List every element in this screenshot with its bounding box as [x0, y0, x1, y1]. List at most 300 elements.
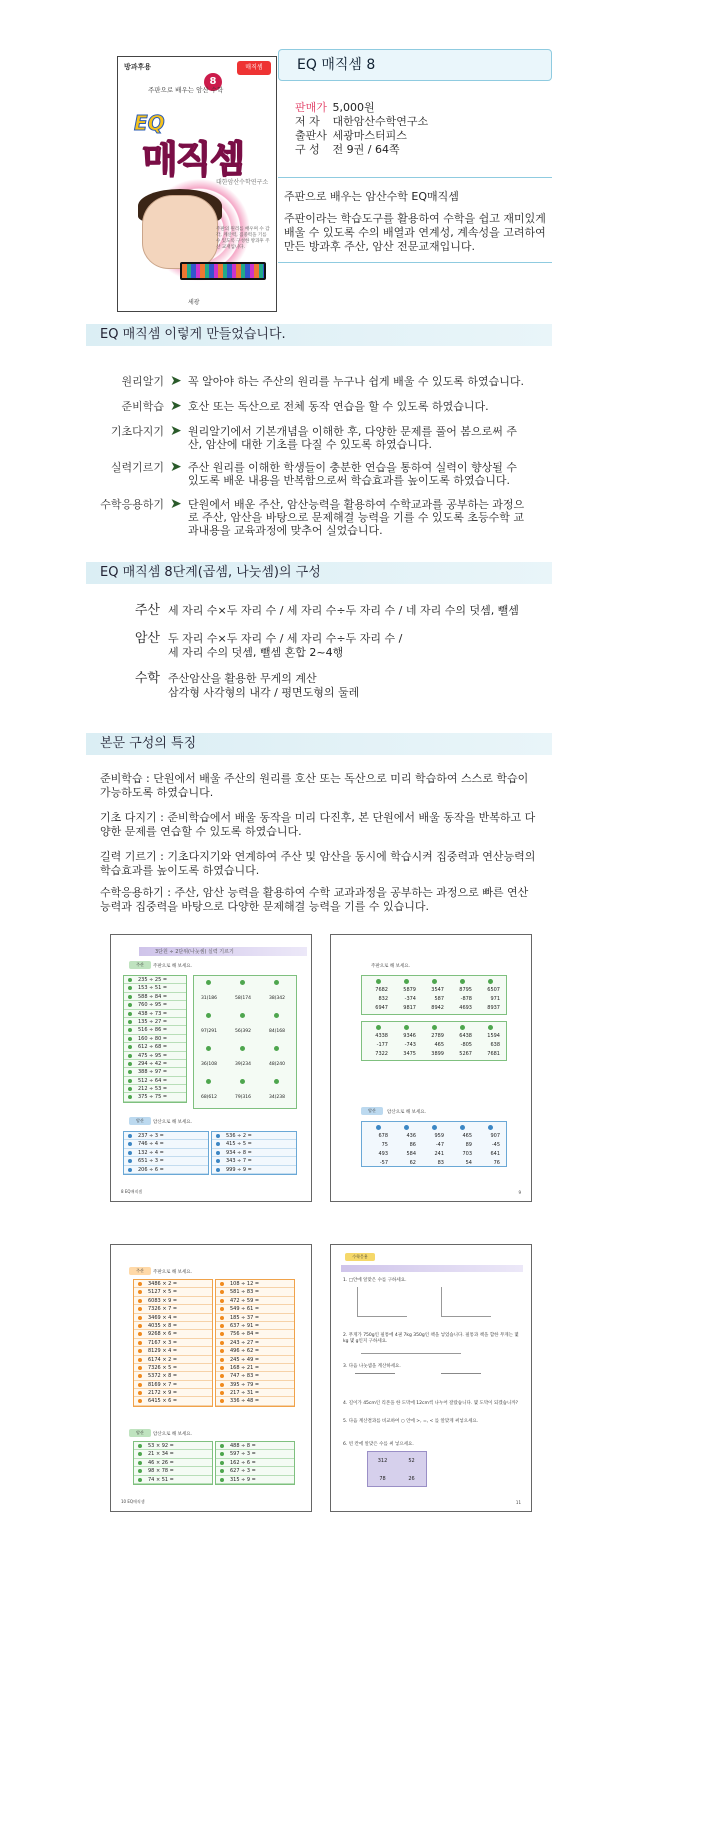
problem-text: 388 ÷ 97 = — [138, 1069, 168, 1076]
division-problem: 34)238 — [268, 1095, 286, 1100]
bullet-icon — [138, 1282, 142, 1286]
problem-text: 160 ÷ 80 = — [138, 1035, 168, 1042]
number-cell: 436 — [406, 1133, 416, 1139]
problem-row — [134, 1356, 212, 1364]
problem-text: 8169 × 7 = — [148, 1381, 178, 1388]
problem-text: 135 ÷ 27 = — [138, 1018, 168, 1025]
meta-key: 판매가 — [295, 101, 327, 114]
problem-row — [212, 1140, 296, 1148]
arrow-right-icon: ➤ — [170, 398, 182, 414]
problem-text: 581 ÷ 83 = — [230, 1289, 260, 1296]
bullet-icon — [220, 1282, 224, 1286]
problem-row — [124, 1077, 186, 1085]
cover-description: 주판의 원리를 배우며 수 감각, 계산력, 집중력을 기를 수 있도록 구성한 방과후 주산 교재입니다. — [216, 227, 270, 250]
number-cell: 971 — [490, 996, 500, 1002]
problem-row — [134, 1288, 212, 1296]
answer-line — [361, 1353, 461, 1354]
number-table-2 — [361, 1021, 507, 1061]
bullet-icon — [138, 1324, 142, 1328]
section-title-features: 본문 구성의 특징 — [86, 733, 552, 755]
problem-row — [216, 1347, 294, 1355]
composition-label: 수학 — [134, 671, 160, 686]
problem-row — [134, 1280, 212, 1288]
grid-cell: 78 — [379, 1476, 386, 1482]
bullet-icon — [128, 1087, 132, 1091]
meta-key: 출판사 — [295, 129, 327, 142]
instruction: 암산으로 해 보세요. — [153, 1432, 193, 1437]
bullet-icon — [432, 1025, 437, 1030]
problem-row — [216, 1314, 294, 1322]
cover-publisher-tag: 방과후용 — [124, 63, 152, 71]
answer-grid — [367, 1451, 427, 1487]
bullet-icon — [128, 1134, 132, 1138]
number-cell: 8795 — [459, 987, 472, 993]
problem-text: 245 ÷ 49 = — [230, 1356, 260, 1363]
instruction: 주판으로 해 보세요. — [371, 964, 411, 969]
problem-text: 162 ÷ 6 = — [230, 1459, 256, 1466]
problem-row — [124, 984, 186, 992]
sample-page-1 — [110, 934, 312, 1202]
bullet-icon — [220, 1341, 224, 1345]
divider — [278, 262, 552, 263]
bullet-icon — [220, 1324, 224, 1328]
problem-text: 235 ÷ 25 = — [138, 977, 168, 983]
problem-text: 108 ÷ 12 = — [230, 1281, 260, 1287]
problem-text: 168 ÷ 21 = — [230, 1364, 260, 1371]
bullet-icon — [460, 1025, 465, 1030]
meta-value: 세광마스터피스 — [332, 129, 407, 142]
problem-text: 212 ÷ 53 = — [138, 1086, 168, 1093]
number-cell: 2789 — [431, 1033, 444, 1039]
number-cell: 8942 — [431, 1005, 444, 1011]
bullet-icon — [460, 1125, 465, 1130]
bullet-icon — [128, 995, 132, 999]
grid-cell: 26 — [408, 1476, 415, 1482]
bullet-icon — [240, 1079, 245, 1084]
bullet-icon — [128, 1151, 132, 1155]
problem-row — [124, 1001, 186, 1009]
problem-text: 21 × 34 = — [148, 1451, 174, 1458]
page-number: 9 — [518, 1190, 521, 1195]
number-cell: 5879 — [403, 987, 416, 993]
problem-row — [124, 976, 186, 984]
composition-label: 주산 — [134, 603, 160, 618]
composition-text — [168, 604, 548, 618]
meta-key: 구 성 — [295, 143, 320, 156]
problem-text: 9268 × 6 = — [148, 1331, 178, 1338]
feature-label: 준비학습 — [121, 400, 164, 413]
number-cell: 9346 — [403, 1033, 416, 1039]
bullet-icon — [128, 1054, 132, 1058]
feature-text: 원리알기에서 기본개념을 이해한 후, 다양한 문제를 풀어 봄으로써 주산, 암산에 대한 기초를 다질 수 있도록 하였습니다. — [188, 425, 517, 451]
bullet-icon — [376, 1125, 381, 1130]
number-cell: 832 — [378, 996, 388, 1002]
bullet-icon — [128, 1142, 132, 1146]
number-cell: 62 — [409, 1160, 416, 1166]
bullet-icon — [220, 1399, 224, 1403]
number-cell: 4693 — [459, 1005, 472, 1011]
problem-row — [124, 1166, 208, 1174]
bullet-icon — [138, 1332, 142, 1336]
meta-row-price — [295, 101, 428, 115]
problem-text: 5372 × 8 = — [148, 1373, 178, 1380]
meta-key: 저 자 — [295, 115, 320, 128]
problem-row — [216, 1364, 294, 1372]
number-table-3 — [361, 1121, 507, 1167]
feature-label: 수학응용하기 — [100, 498, 164, 511]
bullet-icon — [216, 1134, 220, 1138]
problem-row — [124, 1085, 186, 1093]
division-problem: 39)234 — [234, 1062, 252, 1067]
problem-text: 98 × 78 = — [148, 1468, 174, 1475]
problem-text: 5127 × 5 = — [148, 1289, 178, 1296]
feature-text: 호산 또는 독산으로 전체 동작 연습을 할 수 있도록 하였습니다. — [188, 400, 489, 413]
bullet-icon — [138, 1307, 142, 1311]
question-4: 4. 길이가 45cm인 리본을 한 도막에 12cm씩 나누어 잘랐습니다. 몇 도막이 되겠습니까? — [343, 1401, 519, 1406]
feature-text: 단원에서 배운 주산, 암산능력을 활용하여 수학교과를 공부하는 과정으로 주산, 암산을 바탕으로 문제해결 능력을 기를 수 있도록 초등수학 교과내용을 교육과정에 맞추어 실었습니다. — [188, 498, 525, 537]
sample-page-2 — [330, 934, 532, 1202]
number-cell: 584 — [406, 1151, 416, 1157]
problem-text: 153 ÷ 51 = — [138, 985, 168, 992]
problem-text: 6083 × 9 = — [148, 1297, 178, 1304]
problem-text: 516 ÷ 86 = — [138, 1027, 168, 1034]
bullet-icon — [274, 980, 279, 985]
abacus-icon — [180, 262, 266, 280]
problem-text: 999 ÷ 9 = — [226, 1166, 252, 1173]
number-cell: -374 — [404, 996, 416, 1002]
problem-text: 46 × 26 = — [148, 1459, 174, 1466]
problem-row — [134, 1372, 212, 1380]
problem-text: 746 ÷ 4 = — [138, 1141, 164, 1148]
problem-row — [134, 1330, 212, 1338]
grid-cell: 52 — [408, 1458, 415, 1464]
book-cover — [117, 56, 277, 312]
problem-text: 612 ÷ 68 = — [138, 1044, 168, 1051]
number-cell: 83 — [437, 1160, 444, 1166]
bullet-icon — [274, 1013, 279, 1018]
problem-row — [216, 1280, 294, 1288]
problem-row — [124, 1132, 208, 1140]
problem-text: 756 ÷ 84 = — [230, 1331, 260, 1338]
bullet-icon — [128, 1003, 132, 1007]
instruction: 암산으로 해 보세요. — [387, 1110, 427, 1115]
meta-value: 대한암산수학연구소 — [332, 115, 429, 128]
problem-row — [216, 1305, 294, 1313]
bullet-icon — [220, 1452, 224, 1456]
bullet-icon — [404, 1025, 409, 1030]
problem-text: 7326 × 7 = — [148, 1306, 178, 1313]
problem-text: 294 ÷ 42 = — [138, 1060, 168, 1067]
problem-row — [134, 1459, 212, 1467]
meta-row-author — [295, 115, 428, 129]
problem-row — [216, 1389, 294, 1397]
arrow-right-icon: ➤ — [170, 459, 182, 475]
bullet-icon — [138, 1391, 142, 1395]
instruction: 암산으로 해 보세요. — [153, 1120, 193, 1125]
problem-text: 934 ÷ 8 = — [226, 1149, 252, 1156]
problem-text: 472 ÷ 59 = — [230, 1297, 260, 1304]
problem-row — [134, 1397, 212, 1405]
problem-text: 637 ÷ 91 = — [230, 1322, 260, 1329]
problem-row — [134, 1339, 212, 1347]
page-header: 3단원 ÷ 2단위(나눗셈) 실력 기르기 — [155, 949, 234, 955]
bullet-icon — [128, 1168, 132, 1172]
bullet-icon — [128, 1070, 132, 1074]
bullet-icon — [138, 1478, 142, 1482]
problem-text: 549 ÷ 61 = — [230, 1306, 260, 1313]
problem-row — [124, 1157, 208, 1165]
mental-list-right — [215, 1441, 295, 1485]
problem-row — [134, 1364, 212, 1372]
problem-list-right — [215, 1279, 295, 1407]
problem-row — [216, 1467, 294, 1475]
problem-row — [134, 1389, 212, 1397]
problem-row — [216, 1322, 294, 1330]
problem-row — [134, 1297, 212, 1305]
composition-line: 세 자리 수×두 자리 수 / 세 자리 수÷두 자리 수 / 네 자리 수의 덧셈, 뺄셈 — [168, 604, 519, 617]
problem-row — [124, 1035, 186, 1043]
bullet-icon — [128, 1037, 132, 1041]
feature-label: 기초다지기 — [110, 425, 164, 438]
problem-row — [134, 1476, 212, 1484]
bullet-icon — [128, 1095, 132, 1099]
number-cell: 9817 — [403, 1005, 416, 1011]
bullet-icon — [206, 980, 211, 985]
problem-text: 2172 × 9 = — [148, 1390, 178, 1397]
mental-list-left — [123, 1131, 209, 1175]
bullet-icon — [488, 979, 493, 984]
number-cell: 7682 — [375, 987, 388, 993]
feature-label: 실력기르기 — [110, 461, 164, 474]
bullet-icon — [138, 1316, 142, 1320]
meta-row-composition — [295, 143, 428, 157]
feature-paragraph — [100, 850, 540, 878]
product-title: EQ 매직셈 8 — [278, 49, 552, 81]
bullet-icon — [220, 1469, 224, 1473]
arrow-right-icon: ➤ — [170, 423, 182, 439]
number-cell: 678 — [378, 1133, 388, 1139]
feature-paragraph — [100, 772, 540, 800]
number-cell: -47 — [435, 1142, 444, 1148]
tab-mental: 암산 — [361, 1107, 383, 1115]
problem-text: 438 ÷ 73 = — [138, 1010, 168, 1017]
tab-math-application: 수학응용 — [345, 1253, 375, 1261]
division-work — [355, 1373, 395, 1395]
problem-text: 53 × 92 = — [148, 1443, 174, 1449]
division-problem: 68)612 — [200, 1095, 218, 1100]
problem-text: 4035 × 8 = — [148, 1322, 178, 1329]
arrow-right-icon: ➤ — [170, 373, 182, 389]
feature-paragraph — [100, 886, 540, 914]
number-cell: 86 — [409, 1142, 416, 1148]
problem-text: 512 ÷ 64 = — [138, 1077, 168, 1084]
bullet-icon — [138, 1290, 142, 1294]
bullet-icon — [216, 1151, 220, 1155]
bullet-icon — [138, 1341, 142, 1345]
problem-list — [123, 975, 187, 1103]
composition-line: 두 자리 수×두 자리 수 / 세 자리 수÷두 자리 수 / — [168, 632, 403, 645]
number-cell: 465 — [434, 1042, 444, 1048]
problem-text: 6174 × 2 = — [148, 1356, 178, 1363]
tab-mental: 암산 — [129, 1117, 151, 1125]
number-cell: 3475 — [403, 1051, 416, 1057]
composition-label: 암산 — [134, 631, 160, 646]
problem-row — [212, 1132, 296, 1140]
problem-text: 536 ÷ 2 = — [226, 1133, 252, 1139]
problem-text: 3469 × 4 = — [148, 1314, 178, 1321]
problem-row — [216, 1288, 294, 1296]
bullet-icon — [206, 1013, 211, 1018]
problem-text: 243 ÷ 27 = — [230, 1339, 260, 1346]
page-number: 11 — [515, 1500, 521, 1505]
number-cell: 5267 — [459, 1051, 472, 1057]
problem-row — [134, 1450, 212, 1458]
division-problem: 97)291 — [200, 1029, 218, 1034]
problem-text: 627 ÷ 3 = — [230, 1468, 256, 1475]
bullet-icon — [138, 1399, 142, 1403]
problem-text: 597 ÷ 3 = — [230, 1451, 256, 1458]
problem-row — [124, 1060, 186, 1068]
cover-level-badge: 8 — [204, 73, 222, 91]
bullet-icon — [138, 1383, 142, 1387]
feature-paragraph — [100, 811, 540, 839]
problem-row — [216, 1381, 294, 1389]
bullet-icon — [128, 978, 132, 982]
cover-tagline: 주판으로 배우는 암산 수학 — [148, 86, 224, 94]
problem-text: 747 ÷ 83 = — [230, 1373, 260, 1380]
problem-text: 6415 × 6 = — [148, 1398, 178, 1405]
paragraph-label: 준비학습 : — [100, 772, 150, 785]
tab-abacus: 주산 — [129, 1267, 151, 1275]
bullet-icon — [376, 979, 381, 984]
problem-text: 343 ÷ 7 = — [226, 1158, 252, 1165]
bullet-icon — [274, 1079, 279, 1084]
problem-row — [124, 1010, 186, 1018]
question-6: 6. 빈 칸에 알맞은 수를 써 넣으세요. — [343, 1442, 414, 1447]
cover-footer: 세광 — [188, 299, 200, 306]
problem-row — [216, 1459, 294, 1467]
cover-child-illustration — [142, 195, 218, 269]
problem-row — [134, 1305, 212, 1313]
bullet-icon — [138, 1452, 142, 1456]
bullet-icon — [220, 1316, 224, 1320]
bullet-icon — [220, 1290, 224, 1294]
bullet-icon — [220, 1332, 224, 1336]
page-header-bar — [341, 1265, 523, 1272]
sample-page-4 — [330, 1244, 532, 1512]
section-title-composition: EQ 매직셈 8단계(곱셈, 나눗셈)의 구성 — [86, 562, 552, 584]
problem-row — [124, 1140, 208, 1148]
number-cell: 4338 — [375, 1033, 388, 1039]
meta-value: 전 9권 / 64쪽 — [332, 143, 400, 156]
division-work — [441, 1373, 481, 1395]
problem-row — [216, 1397, 294, 1405]
problem-row — [134, 1442, 212, 1450]
bullet-icon — [128, 1062, 132, 1066]
tab-mental: 암산 — [129, 1429, 151, 1437]
bullet-icon — [216, 1142, 220, 1146]
problem-text: 415 ÷ 5 = — [226, 1141, 252, 1148]
meta-value: 5,000원 — [332, 101, 375, 114]
bullet-icon — [128, 1159, 132, 1163]
problem-text: 3486 × 2 = — [148, 1281, 178, 1287]
problem-text: 132 ÷ 4 = — [138, 1149, 164, 1156]
feature-text: 주산 원리를 이해한 학생들이 충분한 연습을 통하여 실력이 향상될 수 있도록 배운 내용을 반복함으로써 학습효과를 높이도록 하였습니다. — [188, 461, 517, 487]
bullet-icon — [216, 1168, 220, 1172]
problem-text: 217 ÷ 31 = — [230, 1390, 260, 1397]
bullet-icon — [220, 1366, 224, 1370]
number-cell: -57 — [379, 1160, 388, 1166]
problem-text: 74 × 51 = — [148, 1476, 174, 1483]
number-cell: 54 — [465, 1160, 472, 1166]
division-problem: 31)186 — [200, 996, 218, 1001]
problem-row — [134, 1314, 212, 1322]
bullet-icon — [138, 1469, 142, 1473]
instruction: 주판으로 해 보세요. — [153, 964, 193, 969]
problem-row — [124, 1018, 186, 1026]
problem-row — [216, 1339, 294, 1347]
bullet-icon — [216, 1159, 220, 1163]
bullet-icon — [138, 1299, 142, 1303]
number-cell: 703 — [462, 1151, 472, 1157]
bullet-icon — [128, 1012, 132, 1016]
bullet-icon — [220, 1358, 224, 1362]
problem-text: 488 ÷ 8 = — [230, 1443, 256, 1449]
bullet-icon — [206, 1046, 211, 1051]
division-grid — [193, 975, 297, 1109]
division-problem: 84)168 — [268, 1029, 286, 1034]
bullet-icon — [432, 979, 437, 984]
bullet-icon — [376, 1025, 381, 1030]
bullet-icon — [220, 1391, 224, 1395]
problem-row — [124, 1068, 186, 1076]
division-problem: 58)174 — [234, 996, 252, 1001]
problem-row — [124, 1093, 186, 1101]
problem-row — [216, 1356, 294, 1364]
arrow-right-icon: ➤ — [170, 496, 182, 512]
question-3: 3. 다음 나눗셈을 계산하세요. — [343, 1364, 401, 1369]
cover-eq-logo: EQ — [134, 111, 165, 135]
number-table-1 — [361, 975, 507, 1015]
bullet-icon — [220, 1444, 224, 1448]
problem-row — [124, 1043, 186, 1051]
bullet-icon — [460, 979, 465, 984]
number-cell: 587 — [434, 996, 444, 1002]
problem-text: 395 ÷ 79 = — [230, 1381, 260, 1388]
intro-heading: 주판으로 배우는 암산수학 EQ매직셈 — [284, 190, 459, 203]
paragraph-text: 준비학습에서 배울 동작을 미리 다진후, 본 단원에서 배울 동작을 반복하고 다양한 문제를 연습할 수 있도록 하였습니다. — [100, 811, 536, 838]
problem-row — [124, 993, 186, 1001]
composition-line: 주산암산을 활용한 무게의 계산 — [168, 672, 317, 685]
problem-row — [124, 1026, 186, 1034]
paragraph-label: 길력 기르기 : — [100, 850, 164, 863]
bullet-icon — [404, 979, 409, 984]
bullet-icon — [220, 1374, 224, 1378]
bullet-icon — [404, 1125, 409, 1130]
number-cell: 959 — [434, 1133, 444, 1139]
paragraph-text: 단원에서 배울 주산의 원리를 호산 또는 독산으로 미리 학습하여 스스로 학습이 가능하도록 하였습니다. — [100, 772, 529, 799]
composition-line: 세 자리 수의 덧셈, 뺄셈 혼합 2~4행 — [168, 646, 344, 659]
problem-text: 475 ÷ 95 = — [138, 1052, 168, 1059]
meta-row-publisher — [295, 129, 428, 143]
problem-text: 496 ÷ 62 = — [230, 1348, 260, 1355]
number-cell: 76 — [493, 1160, 500, 1166]
problem-row — [134, 1381, 212, 1389]
mental-list-left — [133, 1441, 213, 1485]
problem-text: 8129 × 4 = — [148, 1348, 178, 1355]
bullet-icon — [240, 1046, 245, 1051]
instruction: 주판으로 해 보세요. — [153, 1270, 193, 1275]
